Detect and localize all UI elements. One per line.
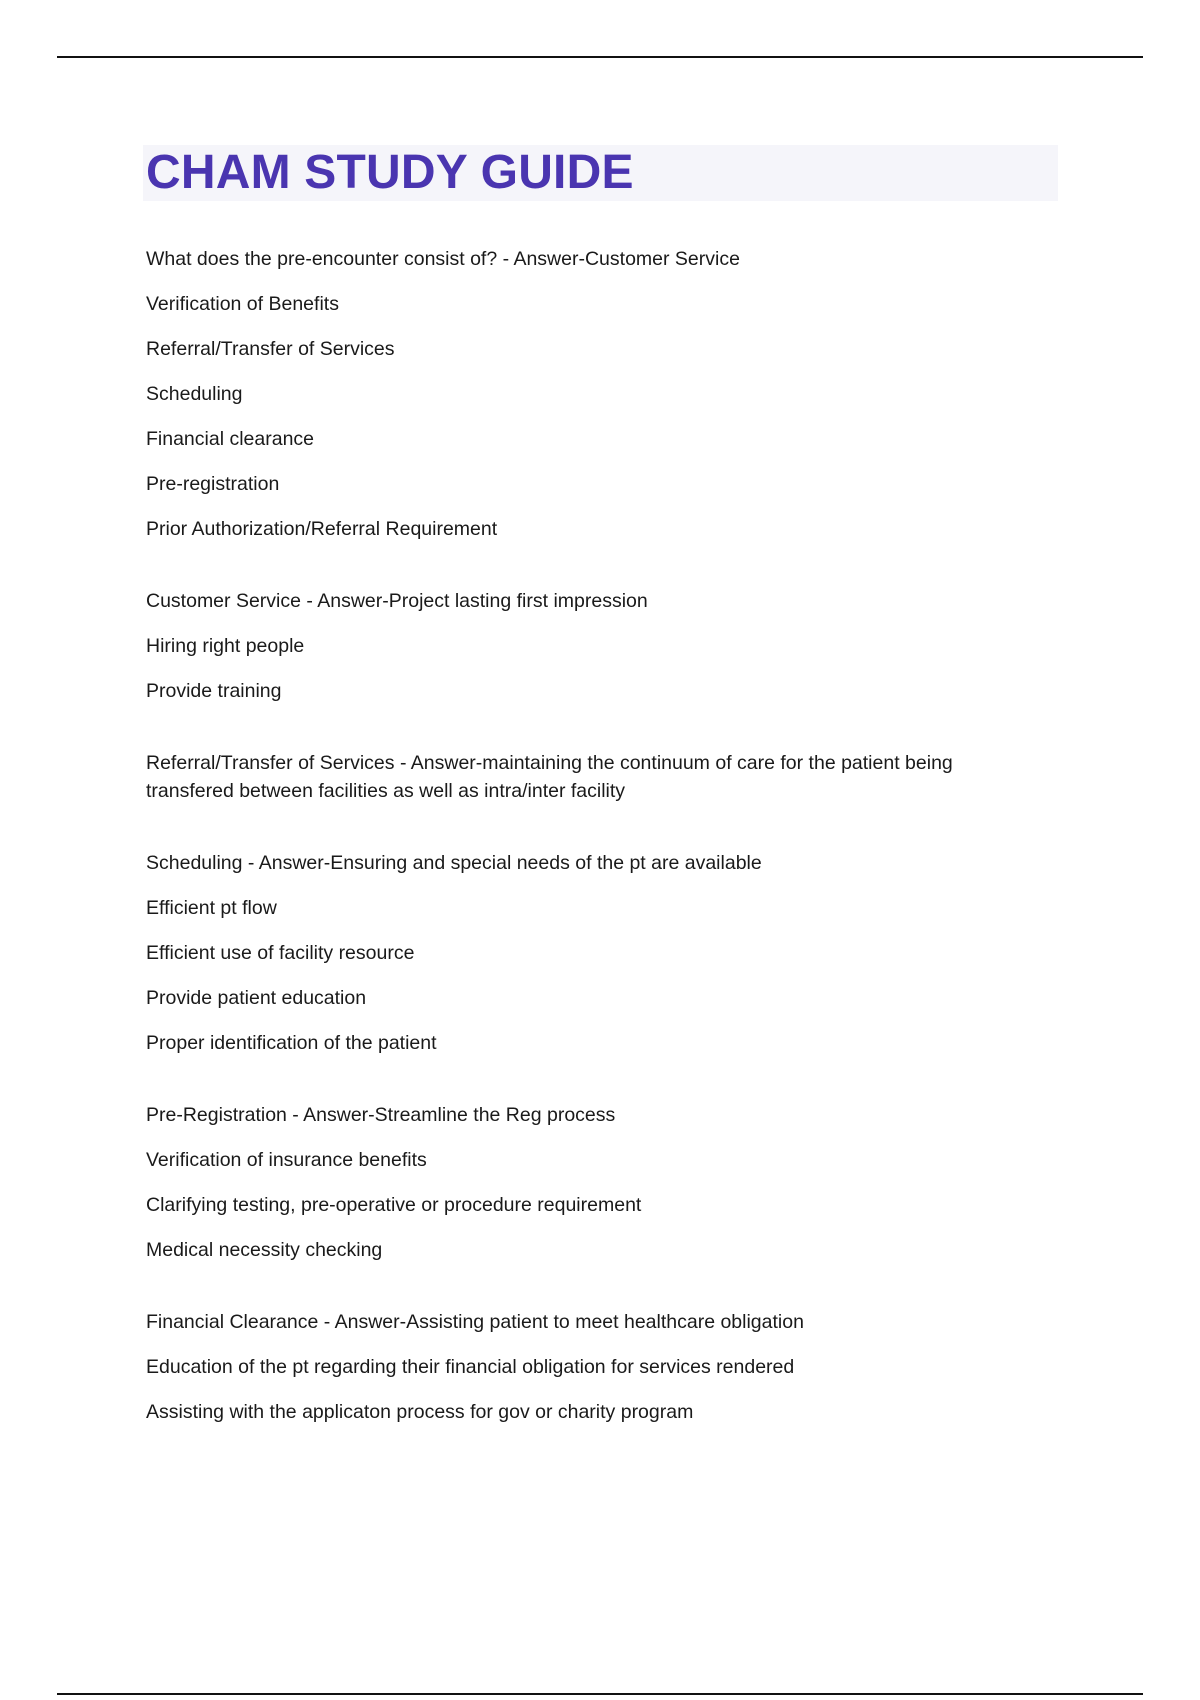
footer-rule	[57, 1693, 1143, 1695]
answer-line: Education of the pt regarding their financial obligation for services rendered	[146, 1356, 795, 1378]
question-line: Financial Clearance - Answer-Assisting patient to meet healthcare obligation	[146, 1311, 804, 1333]
answer-line: Provide training	[146, 680, 282, 702]
answer-line: Proper identification of the patient	[146, 1032, 437, 1054]
section-financial-clearance	[146, 1308, 1026, 1426]
answer-line: Verification of insurance benefits	[146, 1149, 427, 1171]
answer-line: Efficient use of facility resource	[146, 942, 415, 964]
document-title: CHAM STUDY GUIDE	[146, 146, 634, 199]
answer-line: Prior Authorization/Referral Requirement	[146, 518, 498, 540]
answer-line: Assisting with the applicaton process for gov or charity program	[146, 1401, 694, 1423]
section-referral-transfer	[146, 749, 1026, 805]
answer-line: Verification of Benefits	[146, 293, 339, 315]
question-line: Customer Service - Answer-Project lasting first impression	[146, 590, 648, 612]
answer-line: Medical necessity checking	[146, 1239, 383, 1261]
question-line: Referral/Transfer of Services - Answer-maintaining the continuum of care for the patient being transfered between facilities as well as intra/inter facility	[146, 752, 953, 802]
answer-line: Pre-registration	[146, 473, 280, 495]
answer-line: Provide patient education	[146, 987, 367, 1009]
answer-line: Clarifying testing, pre-operative or procedure requirement	[146, 1194, 642, 1216]
question-line: What does the pre-encounter consist of? - Answer-Customer Service	[146, 248, 740, 270]
answer-line: Efficient pt flow	[146, 897, 277, 919]
section-pre-encounter	[146, 245, 1026, 543]
section-pre-registration	[146, 1101, 1026, 1264]
answer-line: Financial clearance	[146, 428, 315, 450]
section-customer-service	[146, 587, 1026, 705]
section-scheduling	[146, 849, 1026, 1057]
header-rule	[57, 56, 1143, 58]
question-line: Pre-Registration - Answer-Streamline the Reg process	[146, 1104, 616, 1126]
study-guide-content	[146, 245, 1026, 1470]
answer-line: Hiring right people	[146, 635, 305, 657]
answer-line: Referral/Transfer of Services	[146, 338, 395, 360]
question-line: Scheduling - Answer-Ensuring and special needs of the pt are available	[146, 852, 762, 874]
answer-line: Scheduling	[146, 383, 243, 405]
